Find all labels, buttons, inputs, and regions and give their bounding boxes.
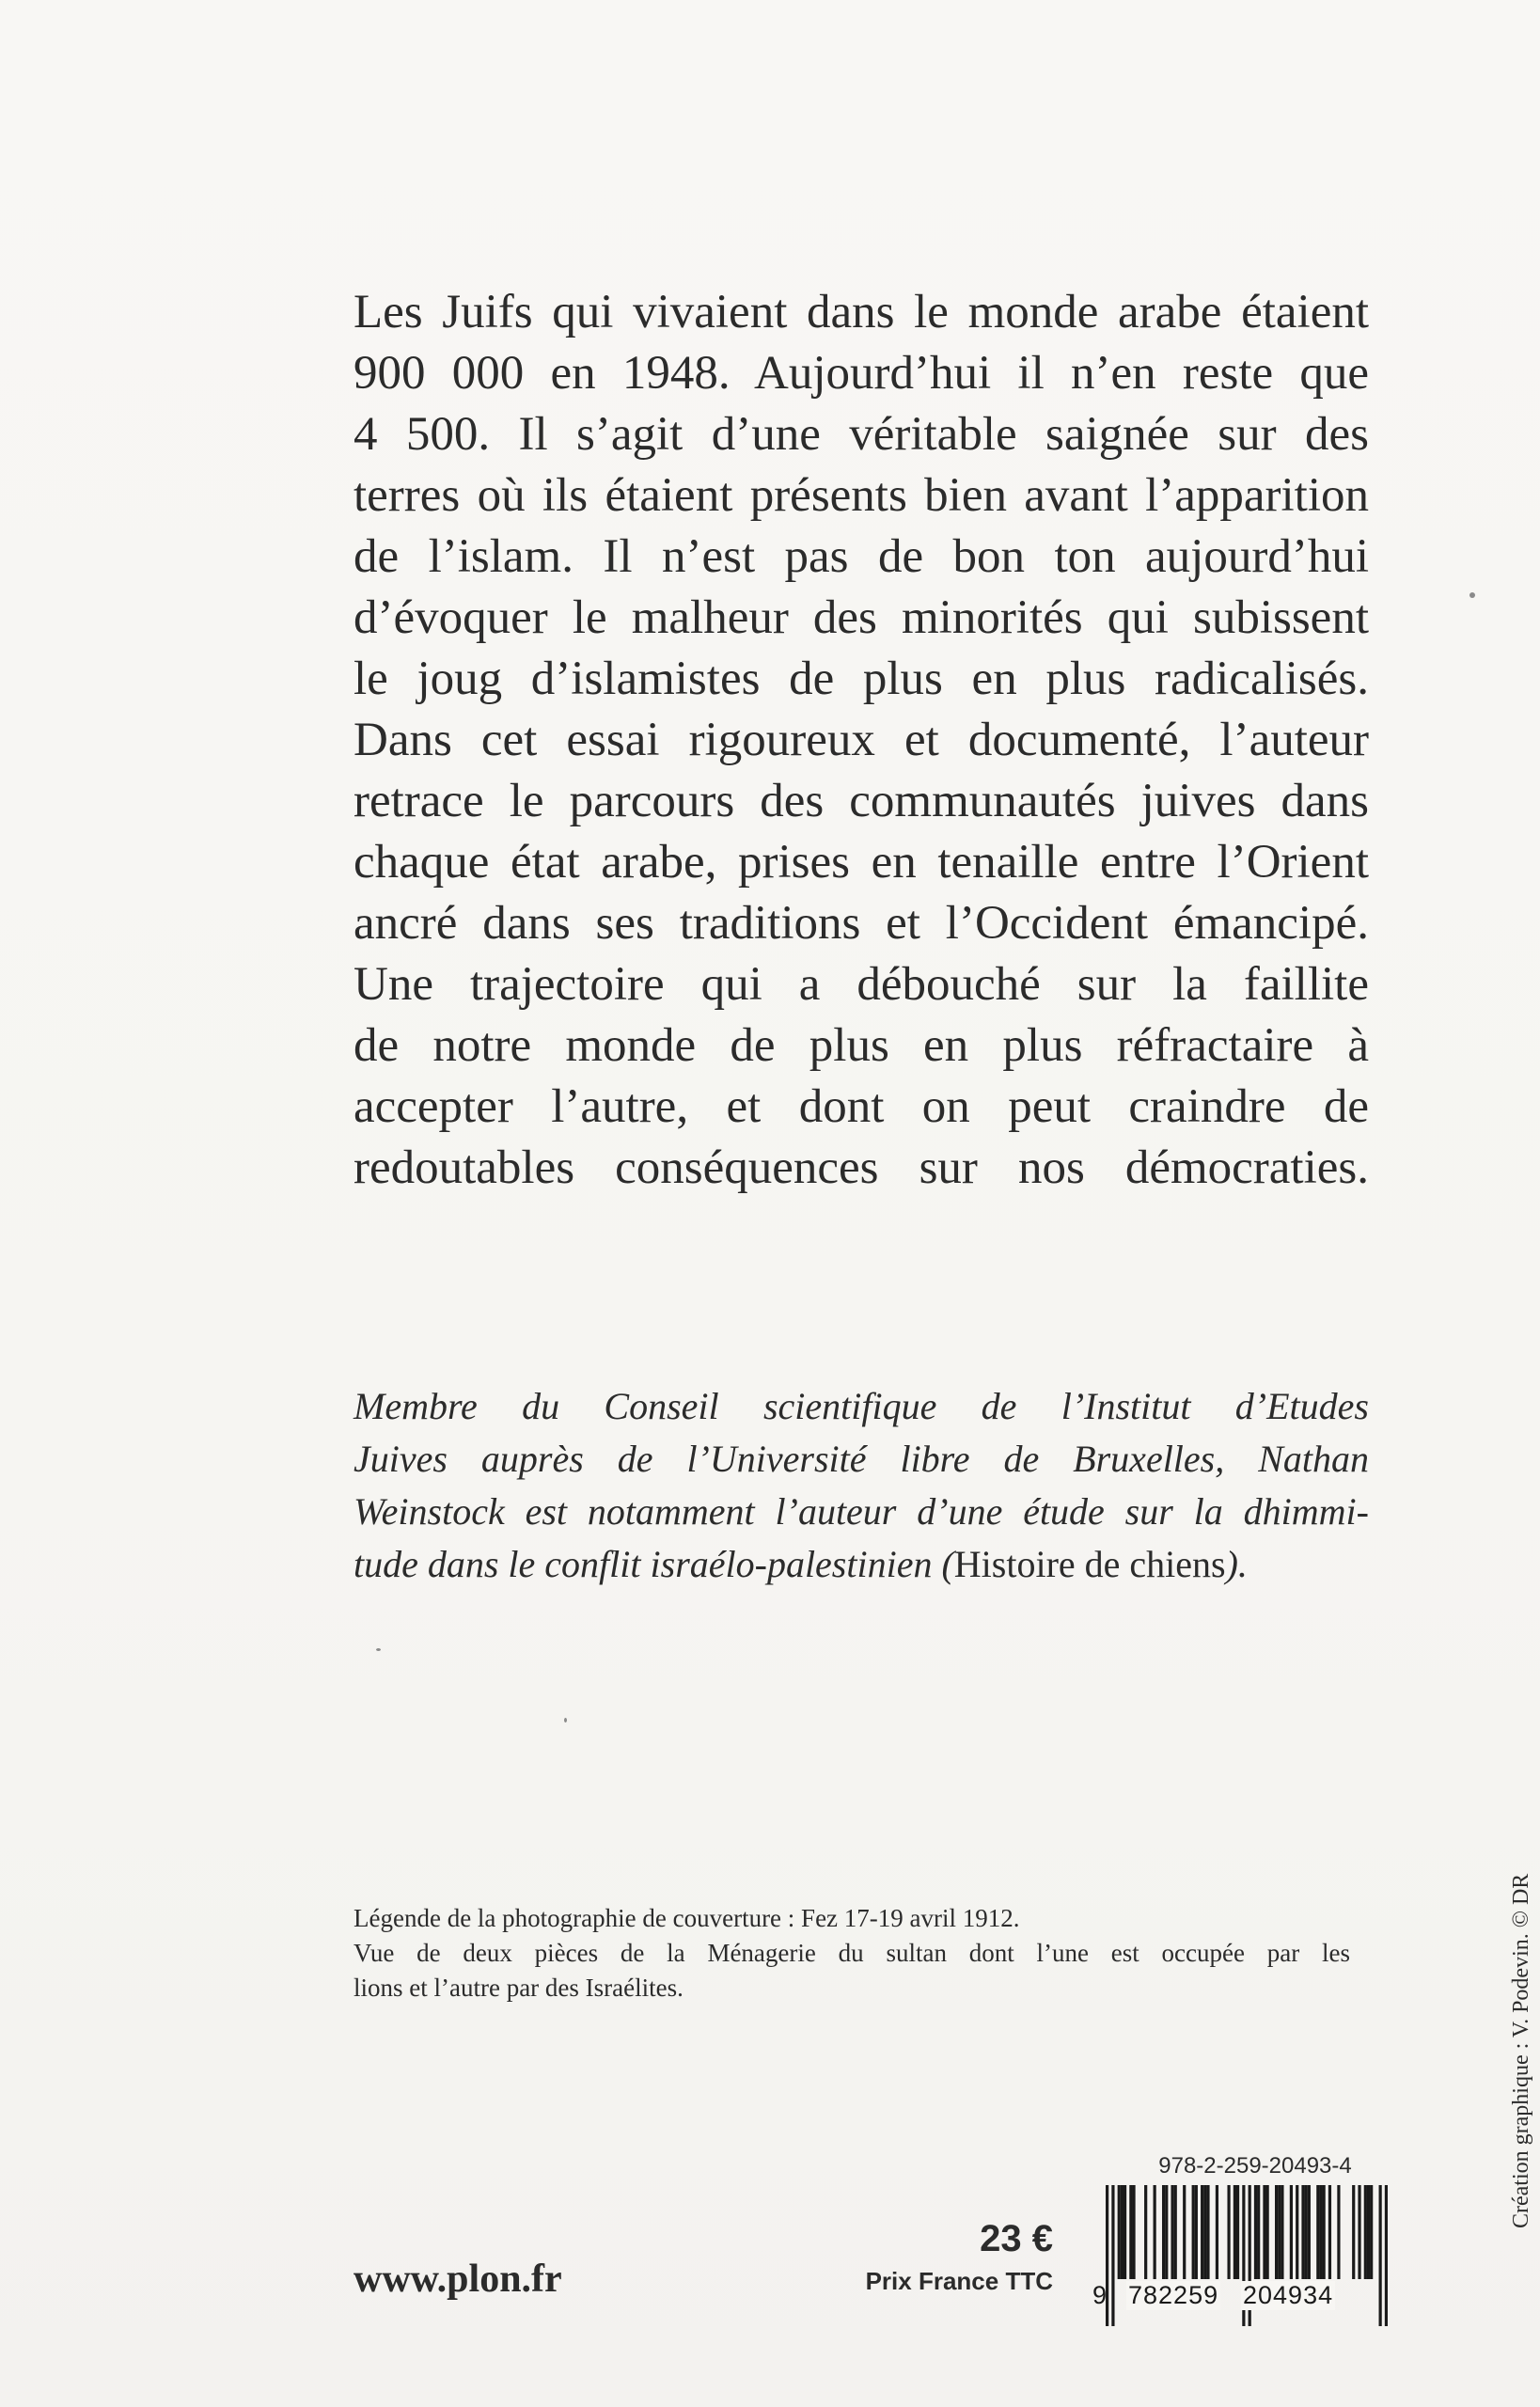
barcode-bar (1308, 2185, 1311, 2279)
blurb-line: d’évoquer le malheur des minorités qui subissent (354, 591, 1369, 644)
barcode-bar (1319, 2185, 1322, 2279)
caption-line: lions et l’autre par des Israélites. (354, 1974, 684, 2002)
design-credit-text: Création graphique : V. Podevin. © DR (1509, 1873, 1533, 2228)
barcode-bar (1216, 2185, 1218, 2279)
barcode-bar (1234, 2185, 1236, 2279)
blurb-line: Dans cet essai rigoureux et documenté, l’auteur (354, 714, 1369, 766)
barcode-bar (1203, 2185, 1206, 2279)
bio-line-text: tude dans le conflit israélo-palestinien ( (354, 1543, 954, 1585)
barcode-bar (1227, 2185, 1230, 2279)
caption-line: Légende de la photographie de couverture : Fez 17-19 avril 1912. (354, 1904, 1020, 1932)
barcode-bar (1305, 2185, 1308, 2279)
barcode-bar (1296, 2185, 1298, 2279)
barcode-bar (1290, 2185, 1293, 2279)
barcode-bar (1206, 2185, 1209, 2279)
barcode-bar (1352, 2185, 1355, 2279)
cover-photo-caption (354, 1901, 1350, 2006)
barcode-bar (1171, 2185, 1173, 2279)
barcode-bar (1275, 2185, 1278, 2279)
print-speck (564, 1718, 567, 1723)
barcode-bar (1154, 2185, 1156, 2279)
barcode-bar (1266, 2185, 1269, 2279)
barcode-bar (1236, 2185, 1239, 2279)
book-title-reference: Histoire de chiens (953, 1543, 1226, 1585)
blurb-line: de l’islam. Il n’est pas de bon ton aujourd’hui (354, 530, 1369, 583)
barcode-bar (1278, 2185, 1281, 2279)
barcode-bar (1195, 2185, 1198, 2279)
bio-line (354, 1538, 1369, 1591)
barcode-bar (1111, 2185, 1114, 2326)
blurb-line: Les Juifs qui vivaient dans le monde arabe étaient (354, 286, 1369, 338)
barcode-bar (1118, 2185, 1121, 2279)
design-credit (1505, 1815, 1540, 2228)
barcode-bar (1254, 2185, 1257, 2279)
barcode-bar (1323, 2185, 1326, 2279)
barcode-bar (1124, 2185, 1126, 2279)
bio-line: Juives auprès de l’Université libre de Bruxelles, Nathan (354, 1438, 1369, 1480)
barcode-bar (1257, 2185, 1260, 2279)
barcode-bar (1379, 2185, 1382, 2326)
barcode-bar (1144, 2185, 1147, 2279)
author-bio (354, 1380, 1369, 1591)
barcode-bar (1358, 2185, 1360, 2279)
barcode-bar (1201, 2185, 1203, 2279)
price-amount: 23 € (980, 2218, 1053, 2259)
barcode-digit-group-left: 782259 (1128, 2281, 1219, 2309)
barcode-bar (1174, 2185, 1177, 2279)
barcode-bar (1192, 2185, 1195, 2279)
barcode-bar (1132, 2185, 1135, 2279)
barcode-bar (1301, 2185, 1304, 2279)
isbn-number: 978-2-259-20493-4 (1158, 2153, 1352, 2179)
blurb-line: accepter l’autre, et dont on peut craindre de (354, 1080, 1369, 1133)
blurb-line: de notre monde de plus en plus réfractaire à (354, 1019, 1369, 1072)
barcode-bar (1162, 2185, 1165, 2279)
blurb-line: Une trajectoire qui a débouché sur la faillite (354, 958, 1369, 1011)
blurb-line: 4 500. Il s’agit d’une véritable saignée sur des (354, 408, 1369, 461)
barcode-bar (1165, 2185, 1168, 2279)
blurb-line: ancré dans ses traditions et l’Occident émancipé. (354, 897, 1369, 950)
blurb-line: redoutables conséquences sur nos démocraties. (354, 1141, 1369, 1194)
barcode-bar (1367, 2185, 1370, 2279)
barcode-bar (1385, 2185, 1388, 2326)
barcode-bar (1121, 2185, 1124, 2279)
barcode-digit-first: 9 (1092, 2281, 1108, 2309)
barcode-bar (1364, 2185, 1367, 2279)
bio-line-end: ). (1225, 1543, 1248, 1585)
blurb-line: terres où ils étaient présents bien avant l’apparition (354, 469, 1369, 522)
barcode-bar (1316, 2185, 1319, 2279)
barcode-digit-group-right: 204934 (1243, 2281, 1334, 2309)
blurb-line: retrace le parcours des communautés juives dans (354, 775, 1369, 827)
bio-line: Weinstock est notamment l’auteur d’une étude sur la dhimmi- (354, 1490, 1369, 1533)
price-block (827, 2215, 1053, 2298)
barcode-bar (1370, 2185, 1373, 2279)
print-speck (376, 1648, 381, 1651)
caption-line: Vue de deux pièces de la Ménagerie du sultan dont l’une est occupée par les (354, 1939, 1350, 1967)
barcode-bar (1337, 2185, 1340, 2279)
barcode-bar (1263, 2185, 1265, 2279)
back-cover-blurb (354, 282, 1369, 1199)
price-label: Prix France TTC (865, 2267, 1053, 2295)
blurb-line: 900 000 en 1948. Aujourd’hui il n’en reste que (354, 347, 1369, 400)
blurb-line: chaque état arabe, prises en tenaille entre l’Orient (354, 836, 1369, 889)
print-speck (1469, 592, 1475, 598)
barcode-bar (1129, 2185, 1132, 2279)
barcode-bar (1183, 2185, 1186, 2279)
barcode-bar (1328, 2185, 1331, 2279)
bio-line: Membre du Conseil scientifique de l’Institut d’Etudes (354, 1385, 1369, 1427)
blurb-line: le joug d’islamistes de plus en plus radicalisés. (354, 653, 1369, 705)
barcode-bar (1281, 2185, 1283, 2279)
publisher-url: www.plon.fr (354, 2258, 562, 2301)
